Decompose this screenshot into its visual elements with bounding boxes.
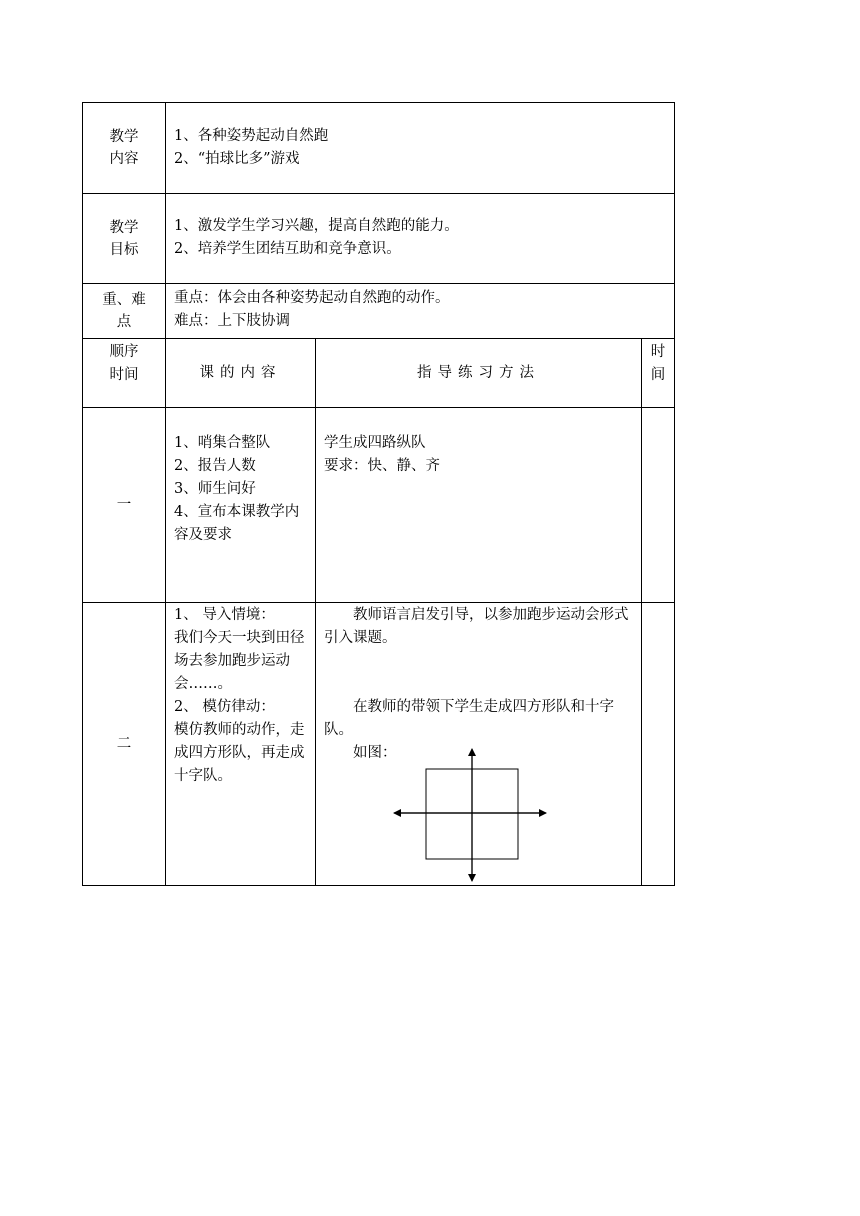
row-section-1 — [83, 408, 675, 603]
row-header — [83, 339, 675, 408]
section-order: 二 — [83, 603, 166, 886]
section-method — [316, 603, 642, 886]
section-content — [166, 408, 316, 603]
content-line: 2、“拍球比多”游戏 — [174, 151, 300, 167]
row-section-2 — [83, 603, 675, 886]
row-teaching-content — [83, 103, 675, 194]
label-teaching-content: 教学 内容 — [83, 103, 166, 194]
lesson-plan-table — [82, 102, 675, 886]
content-item: 1、哨集合整队 — [174, 435, 271, 451]
method-paragraph: 教师语言启发引导，以参加跑步运动会形式引入课题。 — [324, 607, 629, 646]
label-key-points: 重、难 点 — [83, 284, 166, 339]
method-line: 要求：快、静、齐 — [324, 458, 440, 474]
method-paragraph: 在教师的带领下学生走成四方形队和十字队。 — [324, 699, 614, 738]
content-item: 3、师生问好 — [174, 481, 256, 497]
label-teaching-goal: 教学 目标 — [83, 194, 166, 284]
goal-line: 2、培养学生团结互助和竞争意识。 — [174, 241, 401, 257]
goal-line: 1、激发学生学习兴趣，提高自然跑的能力。 — [174, 218, 459, 234]
method-line: 学生成四路纵队 — [324, 435, 426, 451]
key-line: 重点：体会由各种姿势起动自然跑的动作。 — [174, 290, 450, 306]
content-item: 1、 导入情境： — [174, 607, 275, 623]
section-time — [642, 603, 675, 886]
section-order: 一 — [83, 408, 166, 603]
header-order-time: 顺序 时间 — [83, 339, 166, 408]
content-item: 4、宣布本课教学内容及要求 — [174, 504, 300, 543]
formation-diagram — [390, 743, 550, 885]
value-key-points — [166, 284, 675, 339]
value-teaching-goal — [166, 194, 675, 284]
value-teaching-content — [166, 103, 675, 194]
content-line: 1、各种姿势起动自然跑 — [174, 128, 329, 144]
content-item: 模仿教师的动作，走成四方形队，再走成十字队。 — [174, 722, 305, 784]
header-guidance-method: 指导练习方法 — [316, 339, 642, 408]
row-key-points — [83, 284, 675, 339]
header-lesson-content: 课的内容 — [166, 339, 316, 408]
header-time: 时 间 — [642, 339, 675, 408]
section-time — [642, 408, 675, 603]
row-teaching-goal — [83, 194, 675, 284]
section-content — [166, 603, 316, 886]
section-method — [316, 408, 642, 603]
content-item: 我们今天一块到田径场去参加跑步运动会……。 — [174, 630, 305, 692]
key-line: 难点：上下肢协调 — [174, 313, 290, 329]
content-item: 2、 模仿律动： — [174, 699, 275, 715]
method-paragraph: 如图： — [353, 745, 397, 761]
content-item: 2、报告人数 — [174, 458, 256, 474]
